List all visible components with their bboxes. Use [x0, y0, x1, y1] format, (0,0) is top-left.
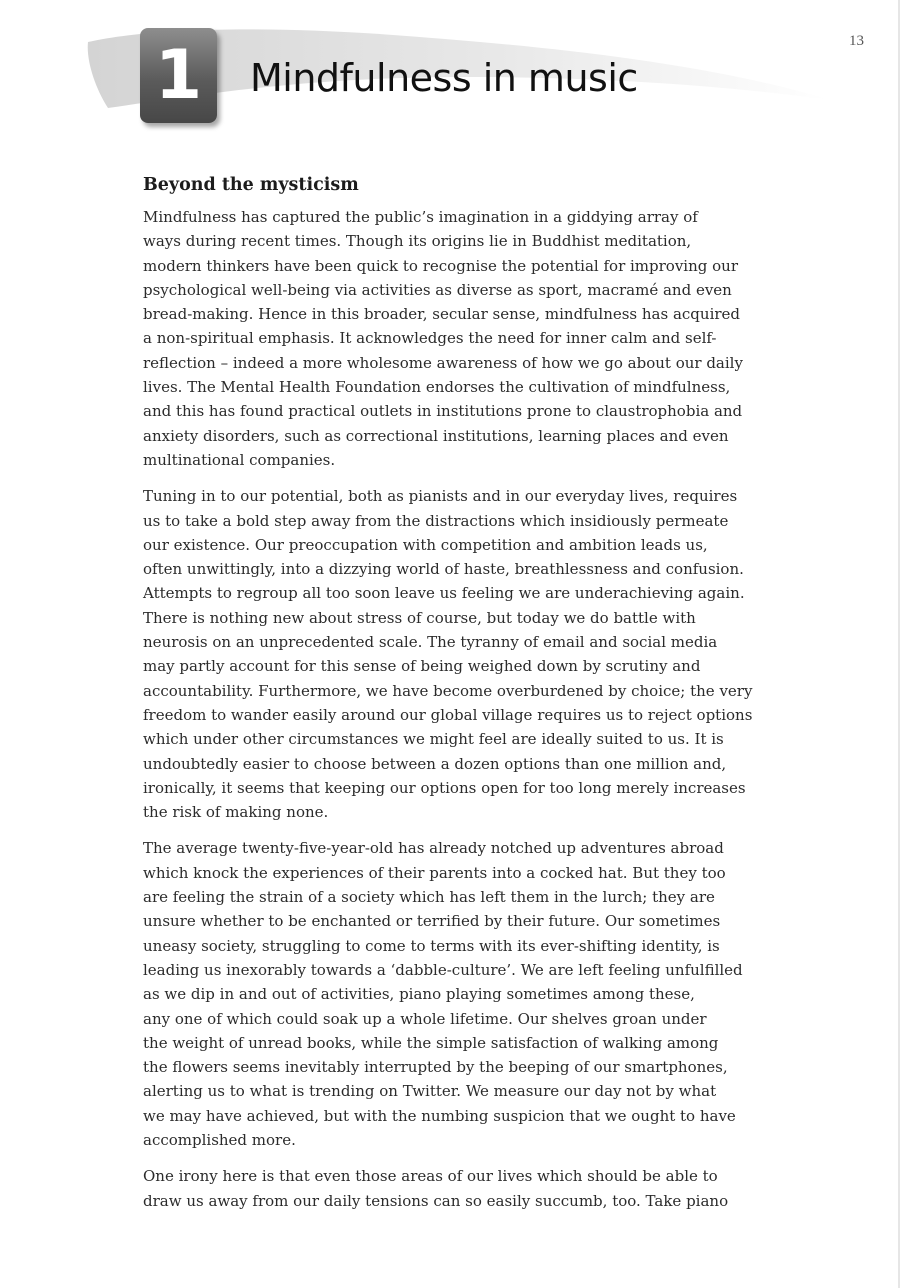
paragraph-1	[143, 205, 783, 472]
text-line: multinational companies.	[143, 450, 336, 469]
text-line: which under other circumstances we might feel are ideally suited to us. It is	[143, 730, 724, 749]
text-line: the risk of making none.	[143, 803, 329, 822]
text-line: may partly account for this sense of being weighed down by scrutiny and	[143, 657, 701, 676]
text-line: as we dip in and out of activities, piano playing sometimes among these,	[143, 985, 695, 1004]
text-line: uneasy society, struggling to come to terms with its ever-shifting identity, is	[143, 936, 720, 955]
text-line: modern thinkers have been quick to recognise the potential for improving our	[143, 256, 738, 275]
text-line: reflection – indeed a more wholesome awareness of how we go about our daily	[143, 353, 743, 372]
text-line: psychological well-being via activities as diverse as sport, macramé and even	[143, 280, 732, 299]
text-line: the weight of unread books, while the simple satisfaction of walking among	[143, 1033, 719, 1052]
text-line: we may have achieved, but with the numbing suspicion that we ought to have	[143, 1106, 736, 1125]
text-line: accountability. Furthermore, we have become overburdened by choice; the very	[143, 681, 753, 700]
section-heading: Beyond the mysticism	[143, 175, 359, 195]
text-line: accomplished more.	[143, 1130, 296, 1149]
text-line: our existence. Our preoccupation with competition and ambition leads us,	[143, 535, 708, 554]
text-line: the flowers seems inevitably interrupted by the beeping of our smartphones,	[143, 1058, 728, 1077]
text-line: The average twenty-five-year-old has already notched up adventures abroad	[143, 839, 724, 858]
text-line: leading us inexorably towards a ‘dabble-culture’. We are left feeling unfulfilled	[143, 960, 743, 979]
text-line: are feeling the strain of a society which has left them in the lurch; they are	[143, 888, 715, 907]
text-line: ways during recent times. Though its origins lie in Buddhist meditation,	[143, 232, 692, 251]
text-line: There is nothing new about stress of course, but today we do battle with	[143, 608, 696, 627]
page-number: 13	[849, 33, 864, 49]
text-line: freedom to wander easily around our global village requires us to reject options	[143, 705, 753, 724]
chapter-number-badge: 1	[140, 28, 217, 123]
text-line: One irony here is that even those areas of our lives which should be able to	[143, 1167, 718, 1186]
text-line: which knock the experiences of their parents into a cocked hat. But they too	[143, 863, 726, 882]
text-line: Tuning in to our potential, both as pianists and in our everyday lives, requires	[143, 487, 738, 506]
paragraph-4	[143, 1164, 783, 1213]
text-line: neurosis on an unprecedented scale. The tyranny of email and social media	[143, 633, 718, 652]
text-line: ironically, it seems that keeping our options open for too long merely increases	[143, 778, 746, 797]
text-line: lives. The Mental Health Foundation endorses the cultivation of mindfulness,	[143, 378, 731, 397]
text-line: anxiety disorders, such as correctional institutions, learning places and even	[143, 426, 729, 445]
paragraph-3	[143, 836, 783, 1152]
text-line: Attempts to regroup all too soon leave us feeling we are underachieving again.	[143, 584, 745, 603]
text-line: draw us away from our daily tensions can so easily succumb, too. Take piano	[143, 1191, 729, 1210]
text-line: bread-making. Hence in this broader, secular sense, mindfulness has acquired	[143, 305, 741, 324]
text-line: often unwittingly, into a dizzying world of haste, breathlessness and confusion.	[143, 560, 744, 579]
paragraph-2	[143, 484, 783, 824]
text-line: and this has found practical outlets in institutions prone to claustrophobia and	[143, 402, 743, 421]
text-line: Mindfulness has captured the public’s imagination in a giddying array of	[143, 208, 698, 226]
text-line: any one of which could soak up a whole lifetime. Our shelves groan under	[143, 1009, 707, 1028]
text-line: us to take a bold step away from the distractions which insidiously permeate	[143, 511, 729, 530]
chapter-title: Mindfulness in music	[250, 56, 638, 100]
text-line: alerting us to what is trending on Twitter. We measure our day not by what	[143, 1082, 717, 1101]
body-content	[143, 175, 783, 1225]
text-line: undoubtedly easier to choose between a dozen options than one million and,	[143, 754, 727, 773]
text-line: unsure whether to be enchanted or terrified by their future. Our sometimes	[143, 912, 721, 931]
text-line: a non-spiritual emphasis. It acknowledges the need for inner calm and self-	[143, 329, 717, 348]
